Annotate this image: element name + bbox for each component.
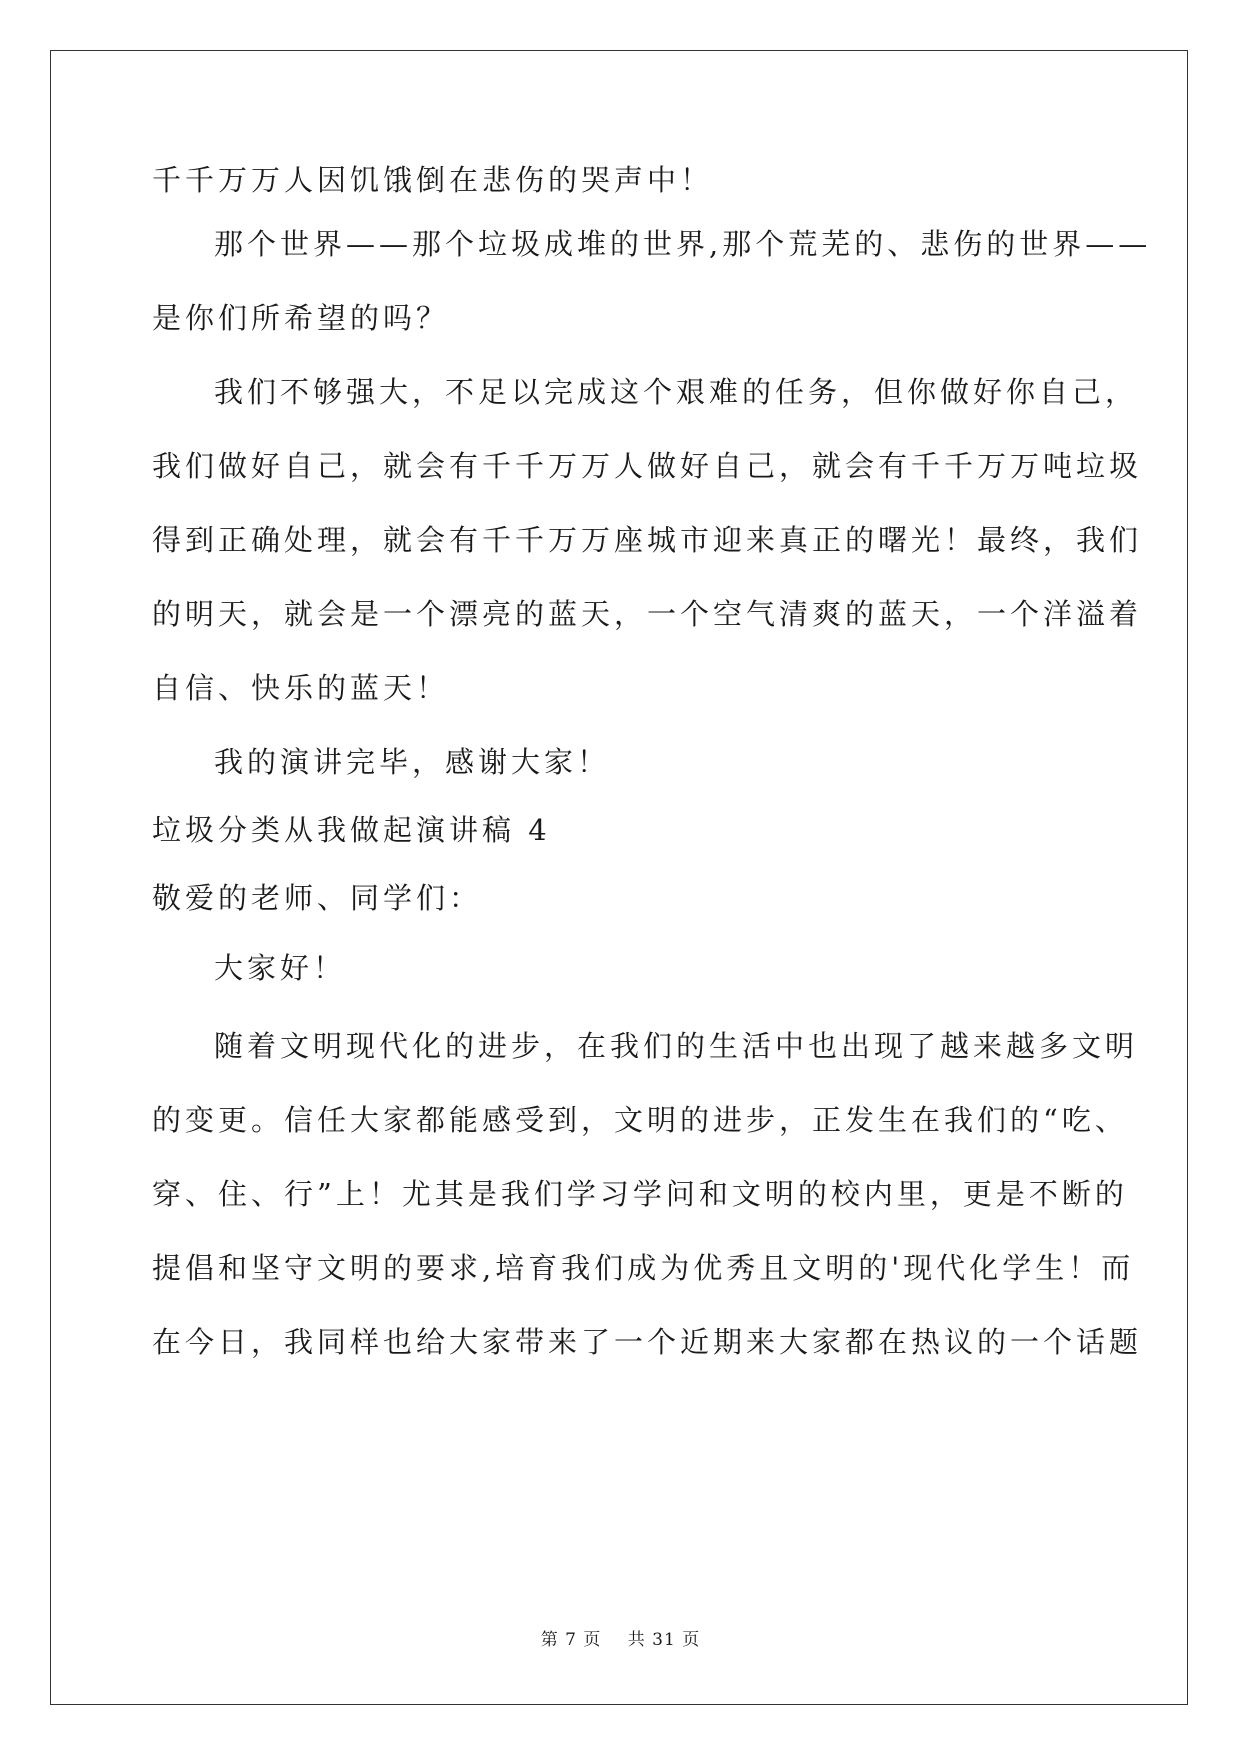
text-line: 自信、快乐的蓝天！ — [152, 671, 450, 705]
section-heading: 垃圾分类从我做起演讲稿 4 — [152, 813, 551, 847]
text-line: 是你们所希望的吗？ — [152, 301, 450, 335]
text-line: 的明天，就会是一个漂亮的蓝天，一个空气清爽的蓝天，一个洋溢着 — [152, 597, 1143, 631]
text-line: 我们做好自己，就会有千千万万人做好自己，就会有千千万万吨垃圾 — [152, 449, 1143, 483]
greeting: 大家好！ — [214, 951, 347, 985]
text-line: 得到正确处理，就会有千千万万座城市迎来真正的曙光！最终，我们 — [152, 523, 1143, 557]
text-line: 我的演讲完毕，感谢大家！ — [214, 745, 611, 779]
text-line: 千千万万人因饥饿倒在悲伤的哭声中！ — [152, 163, 714, 197]
page-footer — [0, 1629, 1241, 1651]
page-total: 共 31 页 — [627, 1630, 701, 1650]
text-line: 的变更。信任大家都能感受到，文明的进步，正发生在我们的“吃、 — [152, 1103, 1128, 1137]
page-number: 第 7 页 — [540, 1630, 602, 1650]
text-line: 那个世界——那个垃圾成堆的世界,那个荒芜的、悲伤的世界—— — [214, 227, 1152, 261]
text-line: 我们不够强大，不足以完成这个艰难的任务，但你做好你自己， — [214, 375, 1139, 409]
text-line: 在今日，我同样也给大家带来了一个近期来大家都在热议的一个话题 — [152, 1325, 1143, 1359]
salutation: 敬爱的老师、同学们： — [152, 881, 483, 915]
text-line: 穿、住、行”上！尤其是我们学习学问和文明的校内里，更是不断的 — [152, 1177, 1128, 1211]
text-line: 随着文明现代化的进步，在我们的生活中也出现了越来越多文明 — [214, 1029, 1139, 1063]
text-line: 提倡和坚守文明的要求,培育我们成为优秀且文明的'现代化学生！而 — [152, 1251, 1135, 1285]
